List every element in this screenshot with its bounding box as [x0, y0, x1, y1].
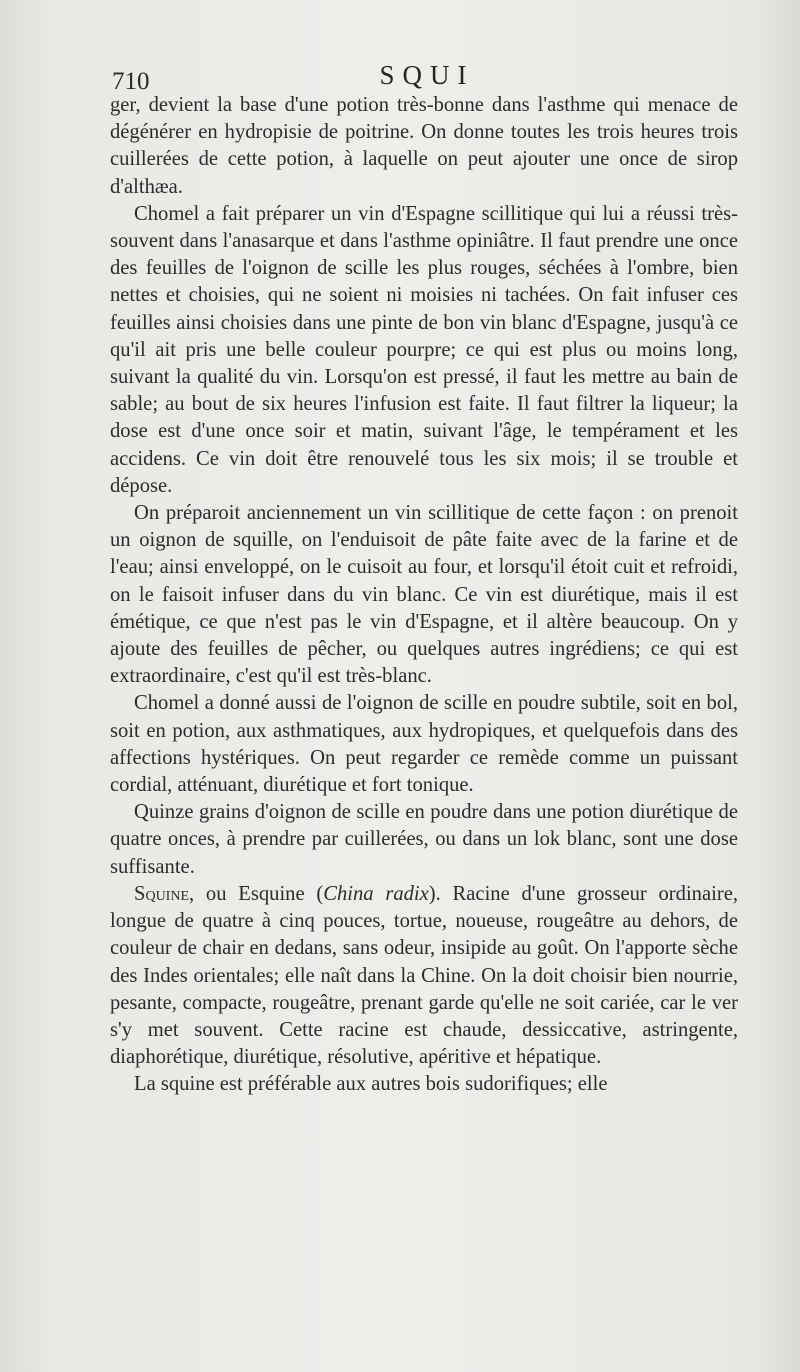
- entry-latin-name: China radix: [323, 882, 429, 905]
- paragraph-squine-sudorific: La squine est préférable aux autres bois sudorifiques; elle: [134, 1073, 608, 1096]
- entry-text: ). Racine d'une grosseur ordinaire, longue de quatre à cinq pouces, tortue, noueuse, rougeâtre au dehors, de couleur de chair en dedans, sans odeur, insipide au goût. On l'apporte sèche des Indes orientales; elle naît dans la Chine. On la doit choisir bien nourrie, pesante, compacte, rougeâtre, prenant garde qu'elle ne soit cariée, car le ver s'y met souvent. Cette racine est chaude, dessiccative, astringente, diaphorétique, diurétique, résolutive, apéritive et hépatique.: [110, 882, 738, 1069]
- page-number: 710: [112, 68, 150, 95]
- paragraph-powder: Chomel a donné aussi de l'oignon de scille en poudre subtile, soit en bol, soit en potion, aux asthmatiques, aux hydropiques, et quelquefois dans des affections hystériques. On peut regarder ce remède comme un puissant cordial, atténuant, diurétique et fort tonique.: [110, 692, 738, 797]
- running-title: SQUI: [379, 60, 475, 90]
- body-text: [110, 92, 738, 1099]
- entry-headword: Squine: [134, 882, 189, 905]
- entry-squine: [110, 881, 738, 1071]
- entry-connector: , ou Esquine (: [189, 882, 324, 905]
- paragraph-ancient-wine: On préparoit anciennement un vin scillitique de cette façon : on prenoit un oignon de squille, on l'enduisoit de pâte faite avec de la farine et de l'eau; ainsi enveloppé, on le cuisoit au four, et lorsqu'il étoit cuit et refroidi, on le faisoit infuser dans du vin blanc. Ce vin est diurétique, mais il est émétique, ce que n'est pas le vin d'Espagne, et il altère beaucoup. On y ajoute des feuilles de pêcher, ou quelques autres ingrédiens; ce qui est extraordinaire, c'est qu'il est très-blanc.: [110, 502, 738, 688]
- paragraph-continuation: ger, devient la base d'une potion très-bonne dans l'asthme qui menace de dégénérer en hydropisie de poitrine. On donne toutes les trois heures trois cuillerées de cette potion, à laquelle on peut ajouter une once de sirop d'althæa.: [110, 94, 738, 198]
- paragraph-dose: Quinze grains d'oignon de scille en poudre dans une potion diurétique de quatre onces, à prendre par cuillerées, ou dans un lok blanc, sont une dose suffisante.: [110, 801, 738, 878]
- paragraph-chomel-wine: Chomel a fait préparer un vin d'Espagne scillitique qui lui a réussi très-souvent dans l'anasarque et dans l'asthme opiniâtre. Il faut prendre une once des feuilles de l'oignon de scille les plus rouges, séchées à l'ombre, bien nettes et choisies, qui ne soient ni moisies ni tachées. On fait infuser ces feuilles ainsi choisies dans une pinte de bon vin blanc d'Espagne, jusqu'à ce qu'il ait pris une belle couleur pourpre; ce qui est plus ou moins long, suivant la qualité du vin. Lorsqu'on est pressé, il faut les mettre au bain de sable; au bout de six heures l'infusion est faite. Il faut filtrer la liqueur; la dose est d'une once soir et matin, suivant l'âge, le tempérament et les accidens. Ce vin doit être renouvelé tous les six mois; il se trouble et dépose.: [110, 202, 738, 497]
